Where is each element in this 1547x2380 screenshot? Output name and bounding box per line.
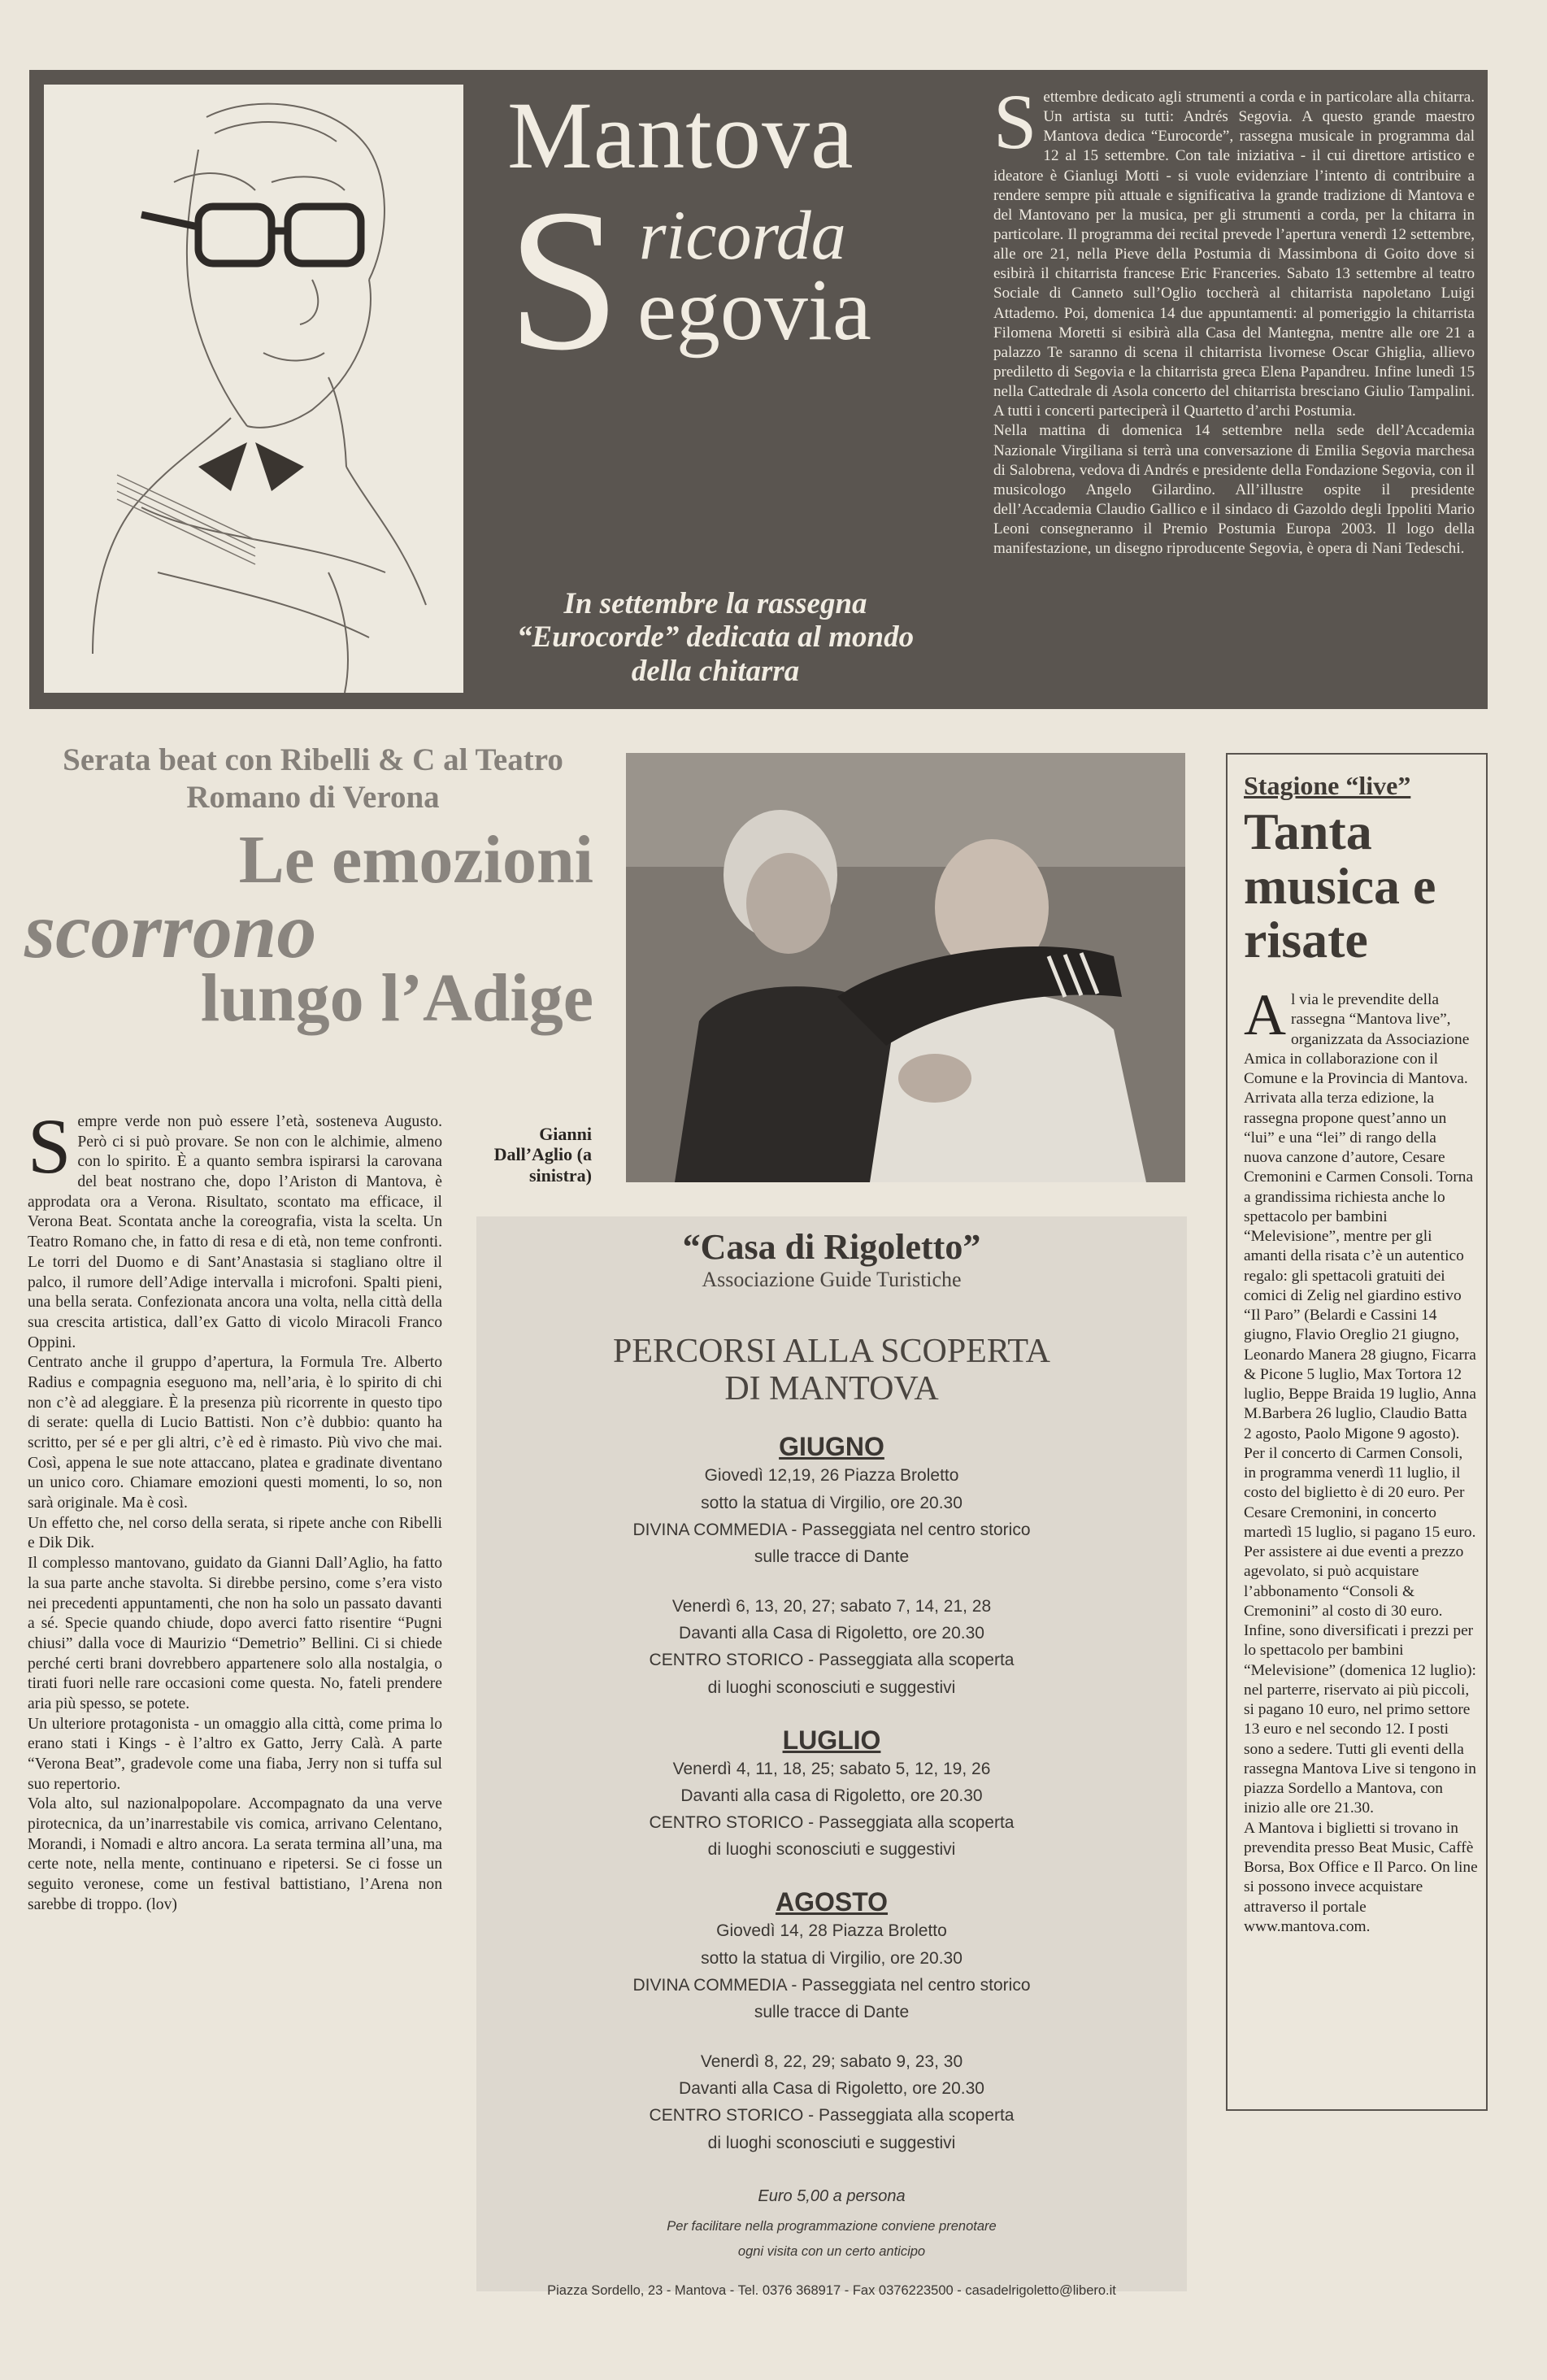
ad-title-line1: PERCORSI ALLA SCOPERTA [613, 1333, 1050, 1370]
sidebar-box [1226, 753, 1488, 2111]
ad-title [476, 1333, 1187, 1408]
banner-title-line2: ricorda [639, 196, 846, 274]
article-paragraph: Un ulteriore protagonista - un omaggio alla città, come prima lo erano stati i Kings - è l’altro ex Gatto, Jerry Calà. A parte “Verona Beat”, gradevole come una fiaba, Jerry non si tuffa sul suo repertorio. [28, 1715, 442, 1793]
segovia-sketch [44, 85, 463, 693]
ad-note-line2: ogni visita con un certo anticipo [737, 2244, 926, 2260]
ad-association: Associazione Guide Turistiche [702, 1268, 962, 1291]
schedule-line: Giovedì 14, 28 Piazza Broletto [716, 1921, 947, 1941]
banner-paragraph: Nella mattina di domenica 14 settembre nella sede dell’Accademia Nazionale Virgiliana si terrà una conversazione di Emilia Segovia marchesa di Salobrena, vedova di Andrés e presidente della Fondazione Segovia, con il musicologo Angelo Gilardino. All’illustre ospite il presidente dell’Accademia Claudio Gallico e il sindaco di Gazoldo degli Ippoliti Mario Leoni consegneranno il Premio Postumia Europa 2003. Il logo della manifestazione, un disegno riproducente Segovia, è opera di Nani Tedeschi. [993, 422, 1475, 558]
month-luglio: LUGLIO [782, 1725, 881, 1755]
schedule-line: DIVINA COMMEDIA - Passeggiata nel centro storico [632, 1975, 1031, 1995]
schedule-line: Venerdì 8, 22, 29; sabato 9, 23, 30 [700, 2052, 963, 2072]
month-agosto: AGOSTO [775, 1887, 889, 1917]
schedule-line: CENTRO STORICO - Passeggiata alla scoperta [649, 2106, 1015, 2125]
schedule-line: Giovedì 12,19, 26 Piazza Broletto [704, 1466, 959, 1486]
ad-name: “Casa di Rigoletto” [682, 1227, 981, 1267]
schedule-line: sulle tracce di Dante [754, 1547, 910, 1566]
schedule-line: Davanti alla Casa di Rigoletto, ore 20.30 [679, 2079, 984, 2099]
banner-article-text [993, 78, 1475, 559]
banner-dropcap: S [993, 78, 1037, 165]
banner-paragraph: ettembre dedicato agli strumenti a corda e in particolare alla chitarra. Un artista su tutti: Andrés Segovia. A questo grande maestro Mantova dedica “Eurocorde”, rassegna musicale in programma dal 12 al 15 settembre. Con tale iniziativa - il cui direttore artistico e ideatore è Gianlugi Motti - si vuole evidenziare l’intento di contribuire a rendere sempre più attuale e significativa la grande tradizione di Mantova e del Mantovano per la musica, per gli strumenti a corda, per la chitarra in particolare. Il programma dei recital prevede l’apertura venerdì 12 settembre, alle ore 21, nella Pieve della Postumia di Massimbona di Goito dove si esibirà il chitarrista francese Eric Franceries. Sabato 13 settembre al teatro Sociale di Canneto sull’Oglio toccherà al chitarrista napoletano Luigi Attademo. Poi, domenica 14 due appuntamenti: al pomeriggio la chitarrista Filomena Moretti si esibirà alla Casa del Mantegna, mentre alle ore 21 a palazzo Te saranno di scena il chitarrista livornese Oscar Ghiglia, allievo prediletto di Segovia e la chitarrista greca Elena Papandreu. Infine lunedì 15 nella Cattedrale di Asola concerto del chitarrista bresciano Giulio Tampalini. A tutti i concerti parteciperà il Quartetto d’archi Postumia. [993, 89, 1475, 420]
month-giugno: GIUGNO [779, 1432, 884, 1462]
ad-note [476, 2214, 1187, 2265]
schedule-line: di luoghi sconosciuti e suggestivi [707, 1840, 956, 1860]
article-headline-line1: Le emozioni [238, 822, 593, 898]
schedule-line: sotto la statua di Virgilio, ore 20.30 [701, 1948, 963, 1968]
article-dropcap: S [28, 1103, 72, 1190]
schedule-line: DIVINA COMMEDIA - Passeggiata nel centro storico [632, 1520, 1031, 1539]
rigoletto-ad [476, 1216, 1187, 2298]
sidebar-paragraph: l via le prevendite della rassegna “Mantova live”, organizzata da Associazione Amica in collaborazione con il Comune e la Provincia di Mantova. Arrivata alla terza edizione, la rassegna propone quest’anno un “lui” e una “lei” di rango della nuova canzone d’autore, Cesare Cremonini e Carmen Consoli. Torna a grandissima richiesta anche lo spettacolo per bambini “Melevisione”, mentre per gli amanti della risata c’è un autentico regalo: gli spettacoli gratuiti dei comici di Zelig nel giardino estivo “Il Paro” (Belardi e Cassini 14 giugno, Flavio Oreglio 21 giugno, Leonardo Manera 28 giugno, Ficarra & Picone 5 luglio, Max Tortora 12 luglio, Beppe Braida 19 luglio, Anna M.Barbera 26 luglio, Claudio Batta 2 agosto, Paolo Migone 9 agosto). [1244, 991, 1476, 1442]
sidebar-body [1244, 982, 1478, 1937]
schedule-line: sulle tracce di Dante [754, 2002, 910, 2021]
ad-address: Piazza Sordello, 23 - Mantova - Tel. 0376 368917 - Fax 0376223500 - casadelrigoletto@libero.it [547, 2282, 1116, 2298]
article-kicker: Serata beat con Ribelli & C al Teatro Romano di Verona [63, 742, 563, 815]
schedule-line: CENTRO STORICO - Passeggiata alla scoperta [649, 1651, 1015, 1670]
sidebar-kicker: Stagione “live” [1244, 771, 1411, 800]
article-headline-line2: scorrono [24, 887, 317, 975]
sidebar-paragraph: Per il concerto di Carmen Consoli, in programma venerdì 11 luglio, il costo del biglietto è di 20 euro. Per Cesare Cremonini, in concerto martedì 15 luglio, si pagano 15 euro. Per assistere ai due eventi a prezzo agevolato, si può acquistare l’abbonamento “Consoli & Cremonini” al costo di 30 euro. Infine, sono diversificati i prezzi per lo spettacolo per bambini “Melevisione” (domenica 12 luglio): nel parterre, riservato ai più piccoli, si pagano 10 euro, nel primo settore 13 euro e nel secondo 12. I posti sono a sedere. Tutti gli eventi della rassegna Mantova Live si tengono in piazza Sordello a Mantova, con inizio alle ore 21.30. [1244, 1444, 1476, 1817]
schedule-line: Davanti alla casa di Rigoletto, ore 20.30 [680, 1786, 983, 1805]
schedule-line: Venerdì 6, 13, 20, 27; sabato 7, 14, 21, 28 [671, 1597, 992, 1616]
article-paragraph: Un effetto che, nel corso della serata, si ripete anche con Ribelli e Dik Dik. [28, 1514, 442, 1552]
article-headline [24, 822, 593, 1036]
article-body [28, 1103, 442, 1916]
ad-price: Euro 5,00 a persona [758, 2186, 906, 2205]
ad-title-line2: DI MANTOVA [724, 1370, 939, 1408]
article-paragraph: Vola alto, sul nazionalpopolare. Accompagnato da una verve pirotecnica, da un’inarrestabile vis comica, arrivano Celentano, Morandi, i Nomadi e altro ancora. La serata termina all’una, ma certe note, nella mente, continuano e ripetersi. Se ci fosse un seguito veronese, come un festival battistiano, l’Arena non sarebbe di troppo. (lov) [28, 1795, 442, 1913]
sidebar-title: Tanta musica e risate [1244, 803, 1436, 969]
band-photo [626, 753, 1185, 1182]
article-paragraph: Il complesso mantovano, guidato da Gianni Dall’Aglio, ha fatto la sua parte anche stavolta. Si direbbe persino, come s’era visto nei precedenti appuntamenti, che non ha solo un passato davanti a sé. Specie quando chiude, dopo averci fatto risentire “Pugni chiusi” dalla voce di Maurizio “Demetrio” Bellini. Ci si chiede perché certi brani dovrebbero appartenere solo alla nostalgia, o tirati fuori nelle rare occasioni come questa. No, fateli prendere aria più spesso, se potete. [28, 1555, 442, 1712]
banner-title-line1: Mantova [507, 82, 854, 189]
segovia-portrait-illustration [44, 85, 463, 693]
schedule-line: Venerdì 4, 11, 18, 25; sabato 5, 12, 19, 26 [672, 1759, 991, 1778]
schedule-line: di luoghi sconosciuti e suggestivi [707, 1677, 956, 1697]
banner-title-big-s: S [507, 168, 621, 393]
sidebar-dropcap: A [1244, 982, 1286, 1047]
article-paragraph: empre verde non può essere l’età, sosteneva Augusto. Però ci si può provare. Se non con le alchimie, almeno con lo spirito. È a quanto sembra ispirarsi la carovana del beat nostrano che, dopo l’Ariston di Mantova, è approdata ora a Verona. Risultato, scontato ma efficace, il Verona Beat. Scontata anche la coreografia, vista la scelta. Un Teatro Romano che, in fatto di resa e di età, non teme confronti. Le torri del Duomo e di Sant’Anastasia si stagliano oltre il palco, il rumore dell’Adige intervalla i microfoni. Spalti pieni, una bella serata. Confezionata ancora una volta, nella città della sua crescita artistica, dall’ex Gatto di vicolo Miracoli Franco Oppini. [28, 1113, 442, 1351]
article-headline-line3: lungo l’Adige [200, 960, 593, 1036]
schedule-line: sotto la statua di Virgilio, ore 20.30 [701, 1493, 963, 1512]
banner-title [507, 82, 971, 393]
schedule-line: di luoghi sconosciuti e suggestivi [707, 2133, 956, 2152]
ad-note-line1: Per facilitare nella programmazione conviene prenotare [667, 2218, 997, 2234]
article-paragraph: Centrato anche il gruppo d’apertura, la Formula Tre. Alberto Radius e compagnia eseguono ma, nell’aria, è lo spirito di chi non c’è ad aleggiare. È la presenza più ricorrente in questo tipo di serate: quella di Lucio Battisti. Non c’è dubbio: quanto ha scritto, per sé e per gli altri, c’è ed è rimasto. Più vivo che mai. Così, appena le sue note attaccano, platea e gradinate diventano un unico coro. Chiamare emozioni questi momenti, lo so, non sarà originale. Ma è così. [28, 1354, 442, 1512]
banner-subtitle: In settembre la rassegna “Eurocorde” dedicata al mondo della chitarra [516, 587, 915, 688]
banner-title-line3: egovia [637, 262, 871, 359]
two-men-photo [626, 753, 1185, 1182]
sidebar-paragraph: A Mantova i biglietti si trovano in prevendita presso Beat Music, Caffè Borsa, Box Office e Il Parco. On line si possono invece acquistare attraverso il portale www.mantova.com. [1244, 1819, 1478, 1935]
schedule-line: CENTRO STORICO - Passeggiata alla scoperta [649, 1813, 1015, 1833]
schedule-line: Davanti alla Casa di Rigoletto, ore 20.30 [679, 1624, 984, 1643]
photo-caption: Gianni Dall’Aglio (a sinistra) [493, 1124, 592, 1186]
